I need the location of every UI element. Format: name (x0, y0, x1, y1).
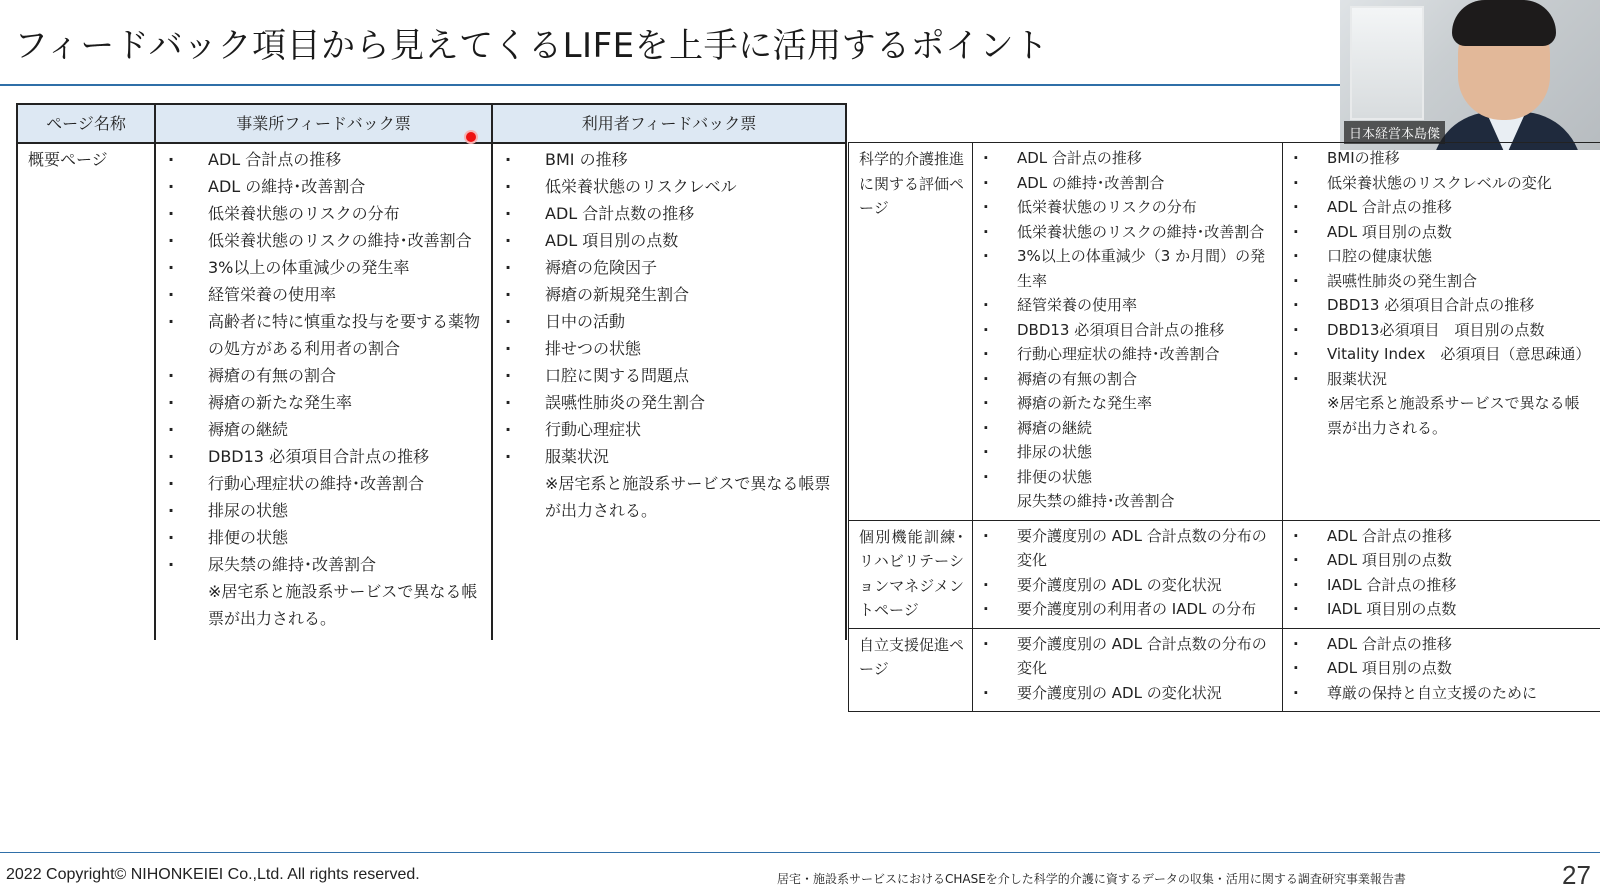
presenter-hair (1452, 0, 1556, 46)
list-item: · 行動心理症状の維持･改善割合 (973, 342, 1282, 367)
list-item: · BMIの推移 (1283, 146, 1600, 171)
list-item: · ADL 合計点数の推移 (493, 200, 845, 227)
list-item: · 褥瘡の新規発生割合 (493, 281, 845, 308)
row-page-name: 科学的介護推進に関する評価ページ (849, 143, 973, 521)
list-item: · ADL の維持･改善割合 (156, 173, 491, 200)
list-item: · 褥瘡の継続 (973, 416, 1282, 441)
table-header-row (17, 104, 846, 143)
list-item: · 要介護度別の ADL 合計点数の分布の変化 (973, 632, 1282, 681)
list-item: · 排せつの状態 (493, 335, 845, 362)
header-office-feedback: 事業所フィードバック票 (155, 104, 492, 143)
footer-divider (0, 852, 1600, 853)
row-page-name: 概要ページ (17, 143, 155, 640)
list-item: · 褥瘡の有無の割合 (156, 362, 491, 389)
user-feedback-cell (1283, 628, 1600, 712)
list-item: · BMI の推移 (493, 146, 845, 173)
list-item: · 低栄養状態のリスクの維持･改善割合 (973, 220, 1282, 245)
list-item: · 尊厳の保持と自立支援のために (1283, 681, 1600, 706)
user-feedback-cell (1283, 143, 1600, 521)
list-item: · ADL 合計点の推移 (973, 146, 1282, 171)
list-item: · 口腔の健康状態 (1283, 244, 1600, 269)
list-item: · IADL 項目別の点数 (1283, 597, 1600, 622)
header-user-feedback: 利用者フィードバック票 (492, 104, 846, 143)
list-item: · ADL 項目別の点数 (1283, 656, 1600, 681)
list-item: · 低栄養状態のリスクの維持･改善割合 (156, 227, 491, 254)
list-note: ※居宅系と施設系サービスで異なる帳票が出力される。 (545, 474, 831, 520)
list-item: · ADL 合計点の推移 (156, 146, 491, 173)
list-item: · 低栄養状態のリスクレベル (493, 173, 845, 200)
webcam-video (1340, 0, 1600, 150)
summary-feedback-table (16, 103, 847, 640)
list-item: · 誤嚥性肺炎の発生割合 (1283, 269, 1600, 294)
title-divider (0, 84, 1340, 86)
list-item: · 経管栄養の使用率 (973, 293, 1282, 318)
slide-title: フィードバック項目から見えてくるLIFEを上手に活用するポイント (14, 26, 1049, 66)
list-item: · 日中の活動 (493, 308, 845, 335)
laser-pointer (466, 132, 476, 142)
list-note: ※居宅系と施設系サービスで異なる帳票が出力される。 (1327, 394, 1580, 437)
list-item: · 排尿の状態 (973, 440, 1282, 465)
table-row (849, 520, 1600, 628)
presenter-name-tag: 日本経営本島傑 (1344, 121, 1445, 144)
table-row (17, 143, 846, 640)
table-row (849, 143, 1600, 521)
office-feedback-cell (973, 520, 1283, 628)
list-item: · DBD13 必須項目合計点の推移 (973, 318, 1282, 343)
list-item: · DBD13 必須項目合計点の推移 (156, 443, 491, 470)
list-item: · Vitality Index 必須項目（意思疎通） (1283, 342, 1600, 367)
list-item: · 褥瘡の危険因子 (493, 254, 845, 281)
list-item: · 排尿の状態 (156, 497, 491, 524)
list-item: · 褥瘡の有無の割合 (973, 367, 1282, 392)
page-number: 27 (1562, 860, 1591, 890)
list-item: · 要介護度別の ADL の変化状況 (973, 573, 1282, 598)
list-item: · 褥瘡の新たな発生率 (973, 391, 1282, 416)
list-item: · 3%以上の体重減少（3 か月間）の発生率 (973, 244, 1282, 293)
office-feedback-cell (973, 628, 1283, 712)
list-item: · 褥瘡の新たな発生率 (156, 389, 491, 416)
list-item: · 服薬状況 (493, 443, 845, 470)
list-item: · 要介護度別の利用者の IADL の分布 (973, 597, 1282, 622)
list-item: · 行動心理症状 (493, 416, 845, 443)
copyright-text: 2022 Copyright© NIHONKEIEI Co.,Ltd. All rights reserved. (6, 866, 420, 883)
list-item: · 低栄養状態のリスクレベルの変化 (1283, 171, 1600, 196)
list-item: · 要介護度別の ADL の変化状況 (973, 681, 1282, 706)
list-item: · 高齢者に特に慎重な投与を要する薬物の処方がある利用者の割合 (156, 308, 491, 362)
table-row (849, 628, 1600, 712)
background-window (1350, 6, 1424, 120)
list-item: · DBD13必須項目 項目別の点数 (1283, 318, 1600, 343)
list-item: · 排便の状態 (973, 465, 1282, 490)
list-item: · ADL 項目別の点数 (1283, 548, 1600, 573)
list-item: · ADL 項目別の点数 (493, 227, 845, 254)
row-page-name: 自立支援促進ページ (849, 628, 973, 712)
list-item: · 誤嚥性肺炎の発生割合 (493, 389, 845, 416)
office-feedback-cell (155, 143, 492, 640)
list-item: · 要介護度別の ADL 合計点数の分布の変化 (973, 524, 1282, 573)
user-feedback-cell (492, 143, 846, 640)
list-item: · 服薬状況 (1283, 367, 1600, 392)
list-item: · 経管栄養の使用率 (156, 281, 491, 308)
list-item: · 口腔に関する問題点 (493, 362, 845, 389)
list-item: · 尿失禁の維持･改善割合 (156, 551, 491, 578)
row-page-name: 個別機能訓練･リハビリテーションマネジメントページ (849, 520, 973, 628)
list-item: · 排便の状態 (156, 524, 491, 551)
list-item: · ADL 合計点の推移 (1283, 195, 1600, 220)
list-note: 尿失禁の維持･改善割合 (1017, 492, 1175, 510)
list-item: · 褥瘡の継続 (156, 416, 491, 443)
list-item: · 3%以上の体重減少の発生率 (156, 254, 491, 281)
list-item: · ADL 合計点の推移 (1283, 524, 1600, 549)
list-item: · ADL 項目別の点数 (1283, 220, 1600, 245)
list-item: · 低栄養状態のリスクの分布 (973, 195, 1282, 220)
list-note: ※居宅系と施設系サービスで異なる帳票が出力される。 (208, 582, 478, 628)
list-item: · ADL 合計点の推移 (1283, 632, 1600, 657)
list-item: · DBD13 必須項目合計点の推移 (1283, 293, 1600, 318)
list-item: · 低栄養状態のリスクの分布 (156, 200, 491, 227)
list-item: · IADL 合計点の推移 (1283, 573, 1600, 598)
list-item: · 行動心理症状の維持･改善割合 (156, 470, 491, 497)
detail-feedback-table (848, 142, 1600, 712)
user-feedback-cell (1283, 520, 1600, 628)
report-title: 居宅・施設系サービスにおけるCHASEを介した科学的介護に資するデータの収集・活用に関する調査研究事業報告書 (777, 872, 1406, 886)
header-page-name: ページ名称 (17, 104, 155, 143)
office-feedback-cell (973, 143, 1283, 521)
list-item: · ADL の維持･改善割合 (973, 171, 1282, 196)
